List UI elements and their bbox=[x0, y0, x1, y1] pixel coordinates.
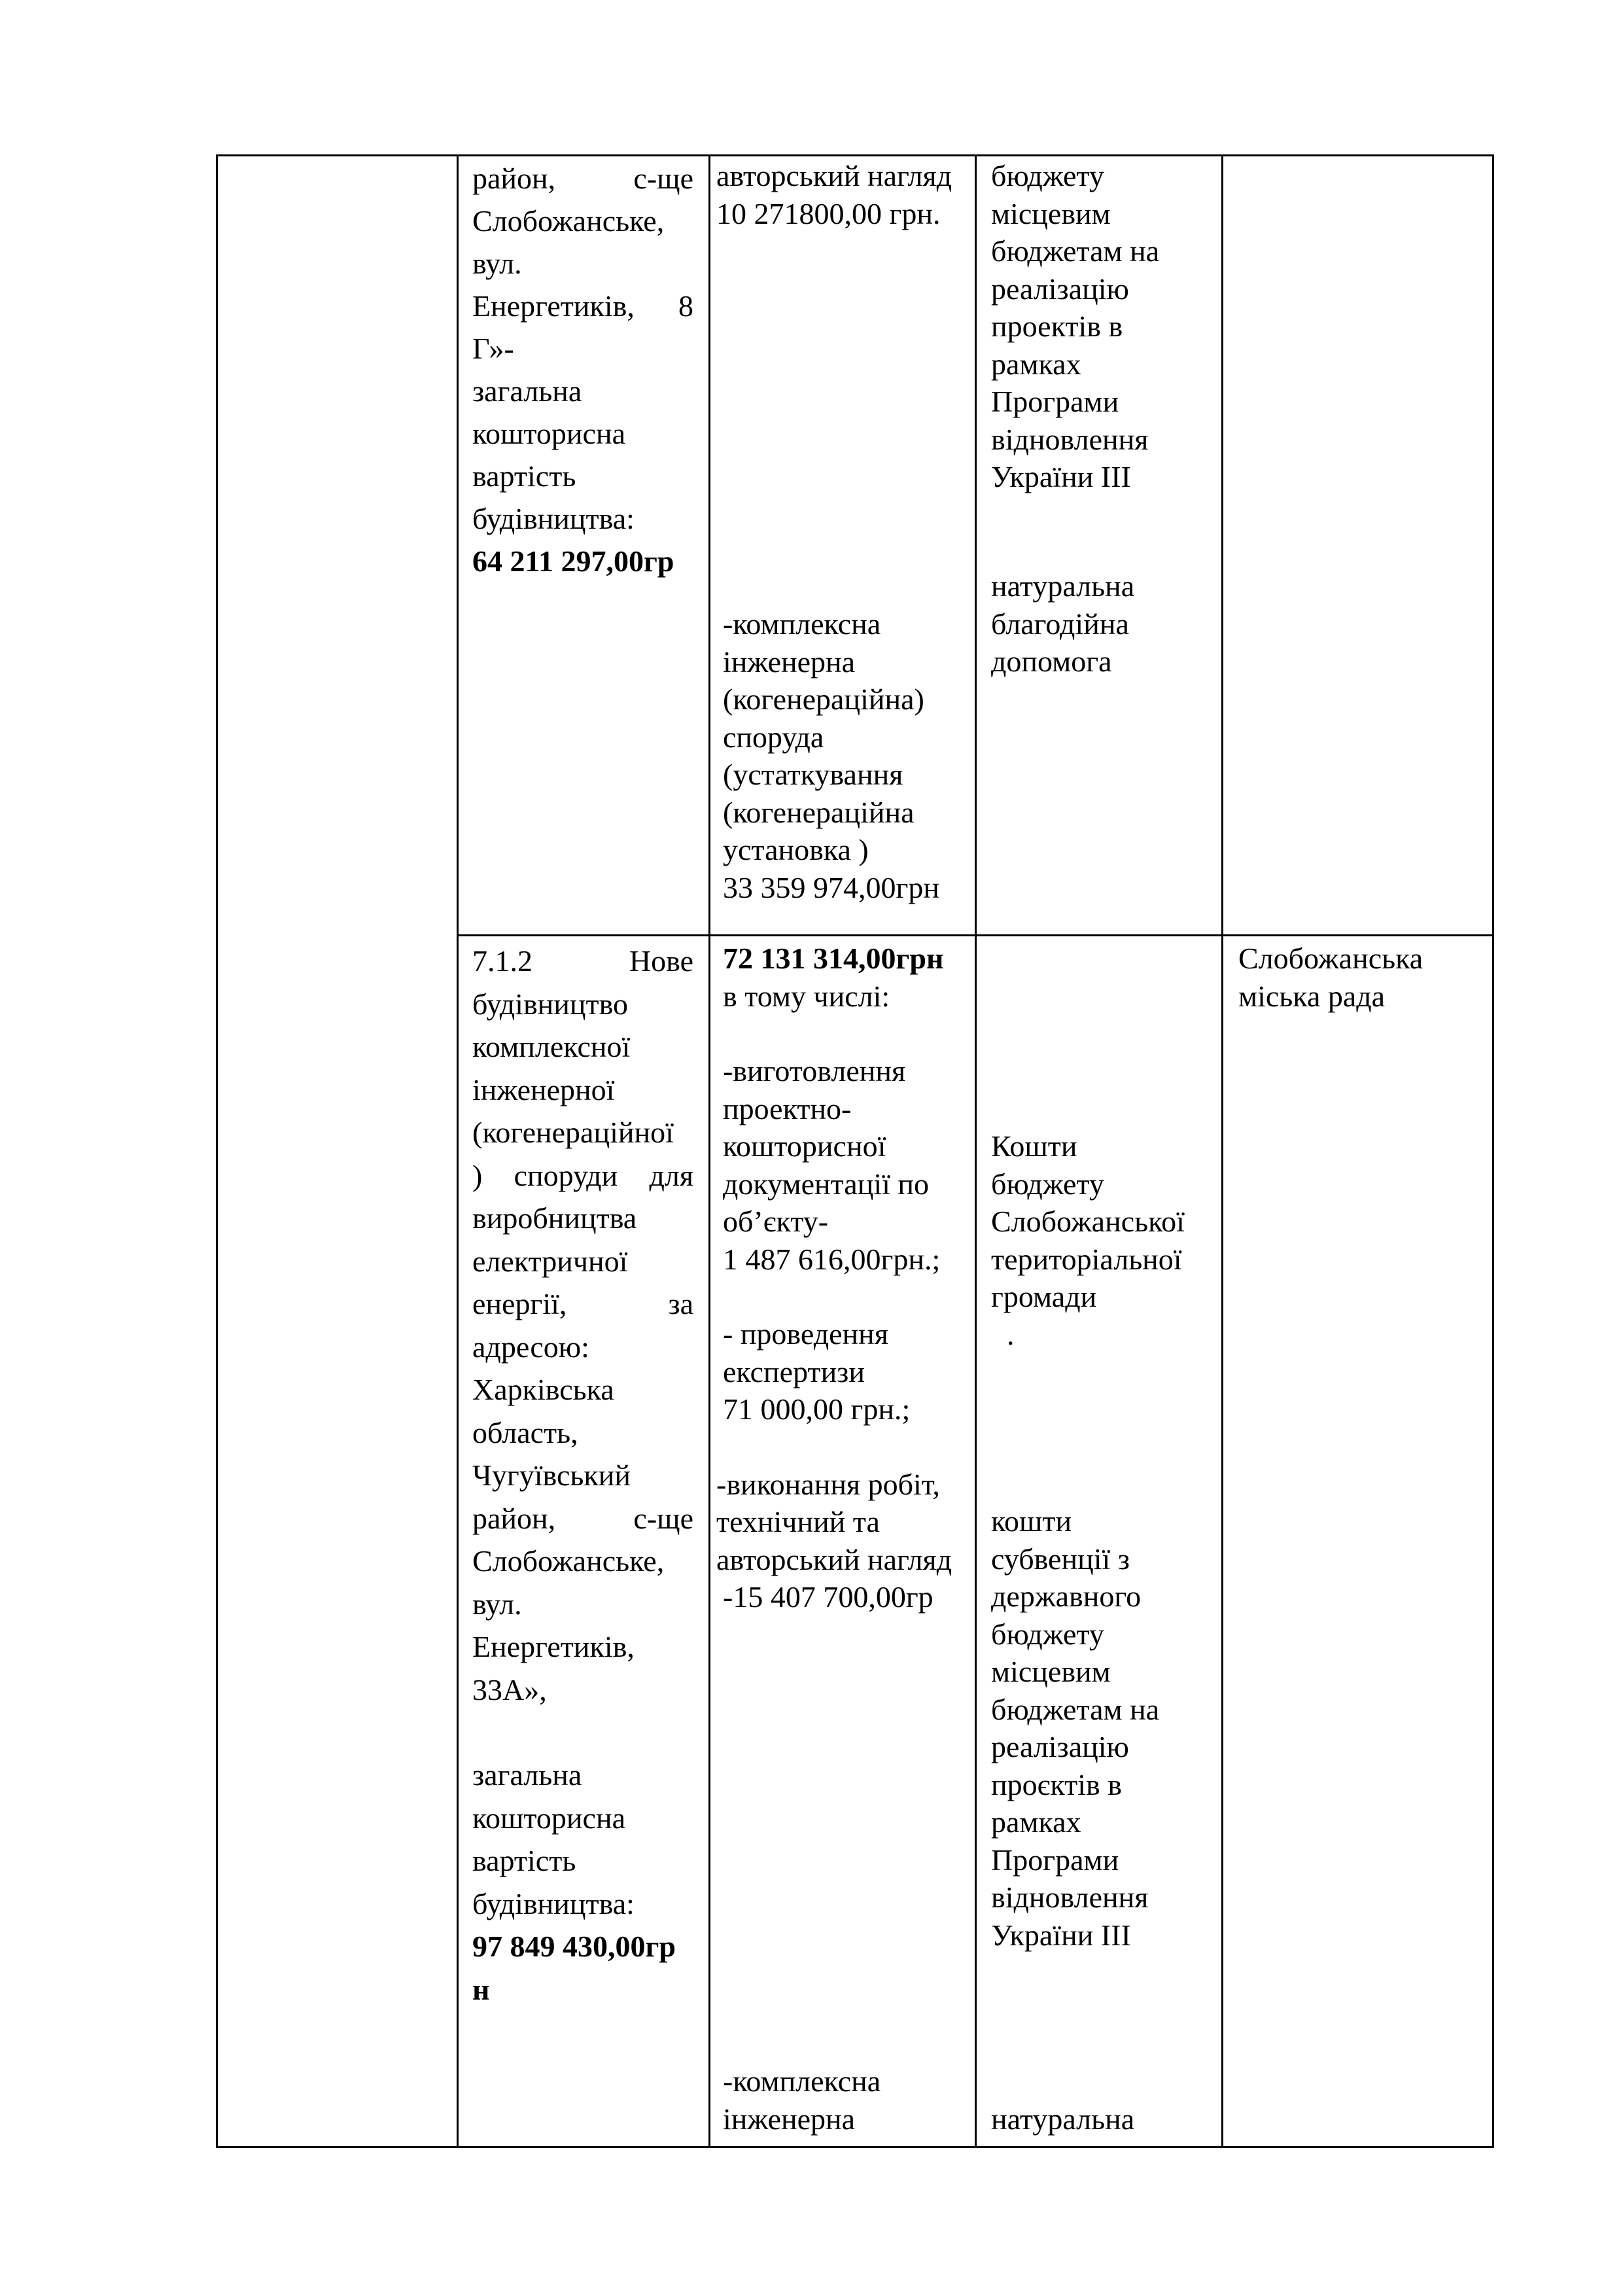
row2-amount-line: експертизи bbox=[723, 1354, 865, 1388]
row2-amount-line: технічний та bbox=[716, 1505, 880, 1538]
row2-obj-line: адресою: bbox=[472, 1330, 589, 1364]
row2-source-line: державного bbox=[991, 1580, 1142, 1613]
row1-amount-line: -комплексна bbox=[723, 607, 881, 641]
row2-amount-line: проектно- bbox=[723, 1091, 852, 1125]
row1-source-line: місцевим bbox=[991, 196, 1111, 230]
table-col-divider-4 bbox=[1221, 154, 1223, 2148]
row2-obj-word: енергії, bbox=[472, 1287, 567, 1320]
row2-obj-line: виробництва bbox=[472, 1201, 637, 1235]
row1-source-line: Програми bbox=[991, 385, 1119, 418]
row2-amount-line: -15 407 700,00гр bbox=[723, 1580, 934, 1614]
row1-obj-word: Енергетиків, bbox=[472, 289, 635, 323]
row2-amount-line: кошторисної bbox=[723, 1129, 886, 1163]
row2-source-line: громади bbox=[991, 1280, 1097, 1313]
table-col-divider-2 bbox=[708, 154, 710, 2148]
row2-obj-word: ) bbox=[472, 1158, 483, 1192]
row2-source-line: територіальної bbox=[991, 1242, 1182, 1276]
row2-source-line: Програми bbox=[991, 1843, 1119, 1877]
row2-item-number: 7.1.2 bbox=[472, 944, 532, 978]
row1-obj-line: вартість bbox=[472, 459, 576, 493]
row2-amount-cell bbox=[716, 940, 971, 1616]
row2-obj-word: Нове bbox=[629, 944, 693, 978]
row2-obj-line: 33А», bbox=[472, 1672, 547, 1706]
table-border-left bbox=[216, 154, 218, 2148]
row1-total-cost: 64 211 297,00гр bbox=[472, 544, 674, 578]
row2-source-line: Кошти bbox=[991, 1129, 1077, 1163]
row1-source-line: бюджету bbox=[991, 159, 1104, 192]
row1-amount-line: авторський нагляд bbox=[716, 159, 952, 192]
row2-source-dot: . bbox=[1007, 1317, 1015, 1351]
row1-source-top bbox=[991, 157, 1220, 496]
row2-obj-line: загальна bbox=[472, 1758, 582, 1792]
row2-executor-line: міська рада bbox=[1238, 979, 1386, 1013]
row2-amount-line: - проведення bbox=[723, 1317, 888, 1351]
row1-amount-bottom bbox=[723, 605, 971, 906]
table-border-top bbox=[216, 154, 1494, 156]
row2-obj-word: район, bbox=[472, 1501, 556, 1535]
row2-source-line: бюджету bbox=[991, 1617, 1104, 1651]
row1-obj-word: 8 bbox=[678, 289, 693, 323]
row2-amount-line: авторський нагляд bbox=[716, 1542, 952, 1576]
row2-object-cell bbox=[472, 940, 693, 2011]
row2-source-b bbox=[991, 1502, 1220, 1954]
row1-amount-line: 33 359 974,00грн bbox=[723, 870, 939, 904]
row2-source-line: кошти bbox=[991, 1504, 1072, 1538]
row2-obj-line: будівництва: bbox=[472, 1886, 635, 1920]
row2-amount-line: -комплексна bbox=[723, 2064, 881, 2098]
row1-source-line: України ІІІ bbox=[991, 460, 1131, 493]
row1-source-line: натуральна bbox=[991, 569, 1135, 603]
row2-amount-line: 71 000,00 грн.; bbox=[723, 1392, 911, 1426]
row2-obj-word: за bbox=[668, 1287, 693, 1320]
row2-total-cost: 97 849 430,00гр bbox=[472, 1930, 676, 1963]
row1-source-line: відновлення bbox=[991, 422, 1149, 456]
row1-amount-line: 10 271800,00 грн. bbox=[716, 196, 941, 230]
row1-amount-line: (устаткування bbox=[723, 758, 903, 791]
row2-obj-line: Чугуївський bbox=[472, 1458, 631, 1492]
row1-source-line: благодійна bbox=[991, 607, 1129, 641]
row1-obj-word: район, bbox=[472, 162, 556, 195]
row2-obj-line: Слобожанське, bbox=[472, 1544, 665, 1578]
row2-amount-line: інженерна bbox=[723, 2102, 856, 2136]
row2-amount-line: документації по bbox=[723, 1167, 930, 1201]
row2-source-c bbox=[991, 2100, 1220, 2138]
row1-obj-word: с-ще bbox=[633, 162, 693, 195]
row2-obj-line: комплексної bbox=[472, 1030, 631, 1063]
row2-obj-line: будівництво bbox=[472, 987, 629, 1021]
row2-executor-cell bbox=[1238, 940, 1490, 1015]
row2-source-line: субвенції з bbox=[991, 1542, 1130, 1576]
row2-obj-word: с-ще bbox=[633, 1501, 693, 1535]
row2-amount-line: об’єкту- bbox=[723, 1205, 829, 1238]
row1-obj-line: Г»- bbox=[472, 332, 514, 365]
row1-source-line: проектів в bbox=[991, 309, 1123, 343]
row1-obj-line: вул. bbox=[472, 247, 522, 280]
row2-amount-line: -виконання робіт, bbox=[716, 1467, 940, 1501]
row1-source-bottom bbox=[991, 567, 1220, 680]
table-col-divider-1 bbox=[457, 154, 459, 2148]
row2-obj-line: інженерної bbox=[472, 1072, 615, 1106]
row2-source-line: проєктів в bbox=[991, 1767, 1122, 1801]
row2-obj-word: споруди bbox=[514, 1158, 618, 1192]
row1-amount-line: (когенераційна bbox=[723, 795, 915, 829]
row1-amount-line: (когенераційна) bbox=[723, 682, 924, 716]
row2-obj-line: вартість bbox=[472, 1844, 576, 1877]
row1-source-line: бюджетам на bbox=[991, 234, 1160, 268]
row2-obj-line: Енергетиків, bbox=[472, 1630, 635, 1663]
table-border-right bbox=[1492, 154, 1494, 2148]
row1-obj-line: будівництва: bbox=[472, 502, 635, 535]
row2-total-cost-cont: н bbox=[472, 1972, 490, 2006]
row2-source-a bbox=[991, 1127, 1220, 1353]
row2-obj-line: (когенераційної bbox=[472, 1116, 674, 1149]
row1-obj-line: кошторисна bbox=[472, 417, 625, 450]
row2-amount-line: в тому числі: bbox=[723, 979, 890, 1013]
row2-obj-line: кошторисна bbox=[472, 1801, 625, 1835]
row2-amount-bottom bbox=[723, 2062, 971, 2138]
row1-amount-top bbox=[716, 157, 971, 232]
row2-amount-line: -виготовлення bbox=[723, 1054, 906, 1087]
row2-obj-line: Харківська bbox=[472, 1373, 614, 1406]
table-col-divider-3 bbox=[975, 154, 977, 2148]
row2-amount-total: 72 131 314,00грн bbox=[723, 942, 944, 975]
row2-source-line: бюджету bbox=[991, 1167, 1104, 1201]
row1-obj-line: загальна bbox=[472, 374, 582, 408]
row2-obj-word: для bbox=[649, 1158, 693, 1192]
row2-source-line: бюджетам на bbox=[991, 1692, 1160, 1726]
row2-source-line: реалізацію bbox=[991, 1730, 1129, 1763]
row1-source-line: реалізацію bbox=[991, 272, 1129, 306]
row2-source-line: Слобожанської bbox=[991, 1205, 1185, 1238]
row2-source-line: натуральна bbox=[991, 2102, 1135, 2136]
row1-object-cell bbox=[472, 157, 693, 582]
row2-source-line: відновлення bbox=[991, 1881, 1149, 1914]
row2-source-line: рамках bbox=[991, 1805, 1081, 1839]
row2-obj-line: область, bbox=[472, 1415, 578, 1449]
row-divider bbox=[457, 934, 1494, 936]
row2-obj-line: електричної bbox=[472, 1244, 628, 1278]
row1-obj-line: Слобожанське, bbox=[472, 204, 665, 238]
row1-amount-line: установка ) bbox=[723, 833, 869, 866]
row2-amount-line: 1 487 616,00грн.; bbox=[723, 1242, 941, 1276]
row1-source-line: рамках bbox=[991, 347, 1081, 381]
row1-amount-line: інженерна bbox=[723, 645, 856, 679]
row1-source-line: допомога bbox=[991, 645, 1112, 678]
row2-executor-line: Слобожанська bbox=[1238, 942, 1423, 975]
row1-amount-line: споруда bbox=[723, 720, 824, 754]
row2-source-line: України ІІІ bbox=[991, 1918, 1131, 1952]
table-border-bottom bbox=[216, 2146, 1494, 2148]
row2-source-line: місцевим bbox=[991, 1655, 1111, 1688]
row2-obj-line: вул. bbox=[472, 1587, 522, 1621]
